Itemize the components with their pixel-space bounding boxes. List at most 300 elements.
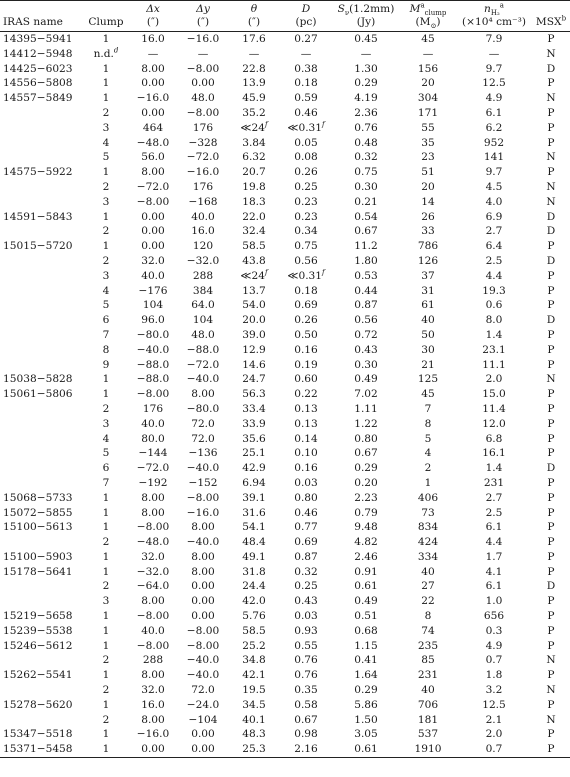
cell-dx: 32.0 (141, 684, 165, 697)
cell-d: 0.35 (294, 684, 318, 697)
cell-m: 73 (421, 506, 435, 519)
cell-theta: 54.1 (242, 521, 266, 534)
cell-msx: P (547, 388, 555, 401)
cell-msx: P (547, 565, 555, 578)
cell-name: 15246−5612 (3, 639, 73, 652)
cell-m: 156 (417, 62, 439, 75)
cell-theta: 14.6 (242, 358, 266, 371)
cell-d: 0.26 (294, 166, 318, 179)
cell-msx: P (547, 743, 555, 756)
cell-m: 74 (421, 624, 435, 637)
cell-s: 0.44 (354, 284, 378, 297)
cell-msx: N (546, 713, 556, 726)
cell-clump: 1 (102, 624, 110, 637)
cell-dx: 16.0 (141, 33, 165, 45)
cell-d: 0.60 (294, 373, 318, 386)
cell-dy: −8.00 (186, 106, 220, 119)
cell-d: 0.27 (294, 33, 318, 45)
cell-theta: 19.8 (242, 180, 266, 193)
cell-d: 0.13 (294, 417, 318, 430)
cell-dy: 8.00 (191, 550, 215, 563)
cell-dx: — (147, 47, 159, 60)
cell-name (0, 461, 84, 476)
cell-n: 16.1 (482, 447, 506, 460)
cell-msx: P (547, 33, 555, 45)
cell-d: 0.56 (294, 254, 318, 267)
cell-dy: −104 (188, 713, 218, 726)
cell-m: 45 (421, 388, 435, 401)
cell-clump: 1 (102, 166, 110, 179)
cell-msx: P (547, 417, 555, 430)
cell-s: 0.72 (354, 328, 378, 341)
cell-m: 50 (421, 328, 435, 341)
cell-theta: ≪24$^f$ (240, 268, 268, 282)
cell-dx: 56.0 (141, 151, 165, 164)
cell-dx: 0.00 (141, 210, 165, 223)
table-row (0, 284, 570, 299)
cell-theta: 34.8 (242, 654, 266, 667)
table-row (0, 742, 570, 757)
cell-dy: 48.0 (191, 328, 215, 341)
cell-n: 4.4 (485, 536, 503, 549)
cell-m: 8 (424, 417, 432, 430)
cell-s: 0.30 (354, 358, 378, 371)
table-body (0, 32, 570, 758)
cell-name: 14425−6023 (3, 62, 73, 75)
cell-dy: −168 (188, 195, 218, 208)
cell-n: 0.7 (485, 654, 503, 667)
cell-clump: 1 (102, 210, 110, 223)
cell-clump: 8 (102, 343, 110, 356)
cell-dy: 0.00 (191, 743, 215, 756)
header-row-symbols (0, 1, 570, 17)
cell-s: 1.64 (354, 669, 378, 682)
cell-dy: −8.00 (186, 491, 220, 504)
cell-dy: −40.0 (186, 462, 220, 475)
cell-n: 0.3 (485, 624, 503, 637)
cell-s: 0.80 (354, 432, 378, 445)
cell-m: 14 (421, 195, 435, 208)
cell-clump: 1 (102, 669, 110, 682)
cell-name: 15015−5720 (3, 240, 73, 253)
cell-m: 21 (421, 358, 435, 371)
cell-n: 2.0 (485, 373, 503, 386)
cell-s: 0.91 (354, 565, 378, 578)
cell-s: 1.11 (354, 402, 378, 415)
cell-theta: 6.32 (242, 151, 266, 164)
cell-msx: D (546, 210, 556, 223)
table-row (0, 269, 570, 284)
cell-msx: N (546, 92, 556, 105)
cell-n: 8.0 (485, 314, 503, 327)
cell-s: 0.87 (354, 299, 378, 312)
cell-msx: P (547, 639, 555, 652)
cell-dy: −40.0 (186, 373, 220, 386)
cell-dx: −176 (138, 284, 168, 297)
cell-clump: 1 (102, 92, 110, 105)
cell-msx: P (547, 240, 555, 253)
cell-name: 15068−5733 (3, 491, 73, 504)
cell-s: 0.29 (354, 77, 378, 90)
cell-clump: 3 (102, 269, 110, 282)
table-row (0, 653, 570, 668)
cell-dx: 80.0 (141, 432, 165, 445)
cell-m: 26 (421, 210, 435, 223)
cell-m: 537 (417, 728, 439, 741)
cell-dx: −32.0 (136, 565, 170, 578)
cell-msx: P (547, 595, 555, 608)
cell-m: 706 (417, 698, 439, 711)
cell-theta: 3.84 (242, 136, 266, 149)
cell-m: 181 (417, 713, 439, 726)
header-row-labels (0, 16, 570, 32)
cell-name (0, 432, 84, 447)
header-d-unit: (pc) (295, 16, 317, 28)
cell-clump: 1 (102, 388, 110, 401)
cell-d: 0.43 (294, 595, 318, 608)
header-iras-name: IRAS name (3, 16, 63, 28)
cell-clump: 3 (102, 595, 110, 608)
cell-s: 1.30 (354, 62, 378, 75)
table-row (0, 417, 570, 432)
cell-m: 231 (417, 669, 439, 682)
cell-m: 4 (424, 447, 432, 460)
cell-msx: P (547, 669, 555, 682)
cell-clump: 7 (102, 476, 110, 489)
cell-dy: −16.0 (186, 33, 220, 45)
cell-d: 0.22 (294, 388, 318, 401)
cell-clump: 4 (102, 136, 110, 149)
cell-name (0, 269, 84, 284)
cell-name (0, 653, 84, 668)
cell-clump: 1 (102, 565, 110, 578)
cell-clump: 4 (102, 284, 110, 297)
cell-msx: P (547, 476, 555, 489)
cell-d: 0.16 (294, 462, 318, 475)
cell-name (0, 254, 84, 269)
cell-dy: −32.0 (186, 254, 220, 267)
cell-m: 2 (424, 462, 432, 475)
cell-n: 4.1 (485, 565, 503, 578)
cell-d: 0.38 (294, 62, 318, 75)
cell-name (0, 417, 84, 432)
cell-theta: 42.0 (242, 595, 266, 608)
cell-theta: 35.6 (242, 432, 266, 445)
cell-n: 6.8 (485, 432, 503, 445)
cell-n: 9.7 (485, 166, 503, 179)
cell-n: 4.4 (485, 269, 503, 282)
cell-msx: P (547, 610, 555, 623)
cell-n: 0.7 (485, 743, 503, 756)
cell-d: 0.59 (294, 92, 318, 105)
cell-dy: 0.00 (191, 77, 215, 90)
cell-n: 6.9 (485, 210, 503, 223)
cell-dx: 104 (142, 299, 164, 312)
cell-d: 0.18 (294, 77, 318, 90)
cell-msx: P (547, 328, 555, 341)
cell-n: 2.5 (485, 254, 503, 267)
cell-s: 2.23 (354, 491, 378, 504)
cell-msx: P (547, 343, 555, 356)
cell-m: 786 (417, 240, 439, 253)
cell-d: 0.34 (294, 225, 318, 238)
cell-d: 0.18 (294, 284, 318, 297)
cell-dy: −8.00 (186, 624, 220, 637)
cell-theta: — (248, 47, 260, 60)
cell-m: 40 (421, 314, 435, 327)
table-row (0, 298, 570, 313)
cell-name: 14575−5922 (3, 166, 73, 179)
cell-m: 235 (417, 639, 439, 652)
cell-dy: — (197, 47, 209, 60)
table-row (0, 520, 570, 535)
cell-clump: 1 (102, 550, 110, 563)
cell-msx: N (546, 684, 556, 697)
cell-m: 31 (421, 284, 435, 297)
cell-s: 1.80 (354, 254, 378, 267)
header-n-unit: (×10⁴ cm⁻³) (461, 16, 527, 28)
cell-theta: 25.3 (242, 743, 266, 756)
table-row (0, 402, 570, 417)
cell-dy: 384 (192, 284, 214, 297)
cell-dy: 288 (192, 269, 214, 282)
cell-n: 11.1 (482, 358, 506, 371)
cell-s: 0.21 (354, 195, 378, 208)
table-row (0, 535, 570, 550)
table-row (0, 343, 570, 358)
table-row (0, 165, 570, 180)
cell-dx: 8.00 (141, 62, 165, 75)
cell-n: 0.6 (485, 299, 503, 312)
cell-n: 4.9 (485, 639, 503, 652)
cell-name (0, 713, 84, 728)
cell-n: 6.1 (485, 521, 503, 534)
cell-msx: P (547, 166, 555, 179)
cell-dx: −8.00 (136, 388, 170, 401)
cell-msx: D (546, 225, 556, 238)
cell-n: 2.7 (485, 491, 503, 504)
table-row (0, 328, 570, 343)
cell-dy: 48.0 (191, 92, 215, 105)
cell-dx: −48.0 (136, 136, 170, 149)
table-row (0, 713, 570, 728)
cell-name (0, 180, 84, 195)
cell-m: 85 (421, 654, 435, 667)
cell-dx: −72.0 (136, 180, 170, 193)
cell-theta: 24.4 (242, 580, 266, 593)
cell-msx: P (547, 550, 555, 563)
cell-name: 15371−5458 (3, 743, 73, 756)
cell-s: 3.05 (354, 728, 378, 741)
header-flux: $S_\nu(1.2mm)$ (337, 3, 395, 18)
cell-d: 0.58 (294, 698, 318, 711)
table-row (0, 224, 570, 239)
cell-n: 19.3 (482, 284, 506, 297)
cell-m: 5 (424, 432, 432, 445)
cell-name: 14557−5849 (3, 92, 73, 105)
cell-theta: 5.76 (242, 610, 266, 623)
table-row (0, 432, 570, 447)
cell-dy: −24.0 (186, 698, 220, 711)
header-cell (84, 1, 128, 17)
cell-dx: −8.00 (136, 639, 170, 652)
header-dy: Δy (196, 3, 210, 15)
cell-dy: −152 (188, 476, 218, 489)
cell-dy: 8.00 (191, 388, 215, 401)
cell-d: 0.05 (294, 136, 318, 149)
cell-clump: 1 (102, 77, 110, 90)
cell-clump: 6 (102, 462, 110, 475)
cell-clump: 1 (102, 610, 110, 623)
cell-clump: 1 (102, 743, 110, 756)
header-s-unit: (Jy) (356, 16, 376, 28)
cell-msx: P (547, 491, 555, 504)
cell-s: 1.50 (354, 713, 378, 726)
cell-name: 15100−5903 (3, 550, 73, 563)
cell-m: 30 (421, 343, 435, 356)
cell-msx: N (546, 654, 556, 667)
cell-dy: 120 (192, 240, 214, 253)
header-dx: Δx (146, 3, 160, 15)
cell-n: 15.0 (482, 388, 506, 401)
cell-d: 0.16 (294, 343, 318, 356)
cell-s: 0.61 (354, 580, 378, 593)
table-row (0, 624, 570, 639)
cell-name (0, 328, 84, 343)
cell-clump: 2 (102, 654, 110, 667)
header-theta-unit: (″) (247, 16, 261, 28)
cell-m: 304 (417, 92, 439, 105)
cell-clump: 3 (102, 417, 110, 430)
header-density: $n_{H_2}^a$ (484, 1, 504, 18)
cell-dy: −8.00 (186, 639, 220, 652)
cell-d: 0.46 (294, 106, 318, 119)
table-row (0, 91, 570, 106)
cell-dx: 8.00 (141, 166, 165, 179)
cell-s: — (360, 47, 372, 60)
cell-clump: 1 (102, 373, 110, 386)
cell-msx: P (547, 136, 555, 149)
table-row (0, 491, 570, 506)
cell-dx: 8.00 (141, 713, 165, 726)
cell-name (0, 121, 84, 136)
cell-theta: 40.1 (242, 713, 266, 726)
cell-dx: 8.00 (141, 491, 165, 504)
cell-n: 11.4 (482, 402, 506, 415)
cell-s: 0.56 (354, 314, 378, 327)
cell-dx: 32.0 (141, 550, 165, 563)
cell-n: 12.0 (482, 417, 506, 430)
cell-name (0, 298, 84, 313)
table-row (0, 446, 570, 461)
cell-msx: N (546, 373, 556, 386)
cell-dy: 8.00 (191, 565, 215, 578)
cell-name (0, 284, 84, 299)
cell-m: 20 (421, 180, 435, 193)
cell-d: 0.76 (294, 654, 318, 667)
cell-theta: 32.4 (242, 225, 266, 238)
table-row (0, 698, 570, 713)
cell-clump: 3 (102, 195, 110, 208)
cell-s: 0.67 (354, 225, 378, 238)
cell-n: 1.4 (485, 328, 503, 341)
cell-clump: 1 (102, 240, 110, 253)
cell-theta: 54.0 (242, 299, 266, 312)
cell-dx: −144 (138, 447, 168, 460)
cell-n: 4.9 (485, 92, 503, 105)
table-row (0, 62, 570, 77)
cell-n: 7.9 (485, 33, 503, 45)
cell-clump: 1 (102, 639, 110, 652)
cell-n: 23.1 (482, 343, 506, 356)
cell-d: 0.98 (294, 728, 318, 741)
cell-n: 3.2 (485, 684, 503, 697)
table-row (0, 579, 570, 594)
table-row (0, 727, 570, 742)
cell-dy: 0.00 (191, 580, 215, 593)
cell-s: 0.29 (354, 684, 378, 697)
cell-s: 0.53 (354, 269, 378, 282)
cell-dy: −16.0 (186, 506, 220, 519)
cell-name: 15219−5658 (3, 610, 73, 623)
cell-s: 5.86 (354, 698, 378, 711)
cell-theta: 43.8 (242, 254, 266, 267)
table-row (0, 150, 570, 165)
table-row (0, 358, 570, 373)
cell-theta: 35.2 (242, 106, 266, 119)
cell-n: — (488, 47, 500, 60)
cell-msx: N (546, 180, 556, 193)
table-row (0, 506, 570, 521)
cell-theta: 58.5 (242, 624, 266, 637)
cell-theta: 33.9 (242, 417, 266, 430)
cell-clump: 2 (102, 180, 110, 193)
table-row (0, 76, 570, 91)
cell-n: 4.5 (485, 180, 503, 193)
cell-name (0, 579, 84, 594)
header-diameter: D (301, 3, 311, 15)
cell-theta: 22.8 (242, 62, 266, 75)
cell-dy: 72.0 (191, 684, 215, 697)
cell-n: 1.0 (485, 595, 503, 608)
header-dy-unit: (″) (196, 16, 210, 28)
cell-m: 55 (421, 121, 435, 134)
cell-theta: 42.9 (242, 462, 266, 475)
cell-name (0, 195, 84, 210)
cell-msx: P (547, 506, 555, 519)
cell-s: 1.22 (354, 417, 378, 430)
table-row (0, 594, 570, 609)
cell-s: 0.30 (354, 180, 378, 193)
cell-msx: N (546, 195, 556, 208)
cell-d: 0.50 (294, 328, 318, 341)
cell-dx: −88.0 (136, 358, 170, 371)
cell-name (0, 535, 84, 550)
cell-dx: 464 (142, 121, 164, 134)
cell-s: 2.36 (354, 106, 378, 119)
cell-name: 15262−5541 (3, 669, 73, 682)
cell-d: 0.23 (294, 210, 318, 223)
cell-theta: 34.5 (242, 698, 266, 711)
cell-s: 7.02 (354, 388, 378, 401)
cell-theta: 25.1 (242, 447, 266, 460)
cell-s: 0.54 (354, 210, 378, 223)
cell-m: 125 (417, 373, 439, 386)
cell-dy: −72.0 (186, 358, 220, 371)
cell-d: 0.23 (294, 195, 318, 208)
cell-name: 15178−5641 (3, 565, 73, 578)
cell-d: 0.75 (294, 240, 318, 253)
